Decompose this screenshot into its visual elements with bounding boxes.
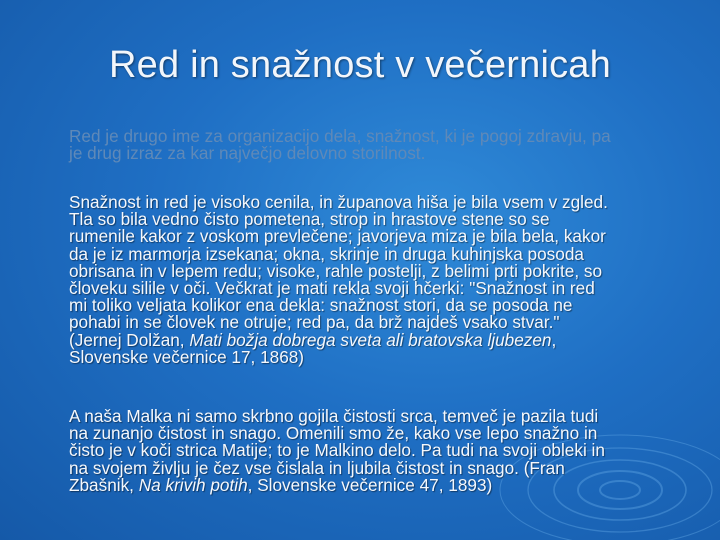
text-run: na svojem življu je čez vse čislala in ljubila čistost in snago. (Fran [69,457,565,478]
text-run: pohabi in se človek ne otruje; red pa, da brž najdeš vsako stvar." [69,312,560,333]
text-run: Tla so bila vedno čisto pometena, strop in hrastove stene so se [69,209,550,230]
text-run: človeku silile v oči. Večkrat je mati rekla svoji hčerki: "Snažnost in red [69,278,595,299]
slide-title: Red in snažnost v večernicah [109,44,611,86]
work-title: Na krivih potih [138,474,248,495]
text-run: čisto je v koči strica Matije; to je Malkino delo. Pa tudi na svoji obleki in [69,440,605,461]
text-run: rumenile kakor z voskom prevlečene; javorjeva miza je bila bela, kakor [69,226,606,247]
text-run: Snažnost in red je visoko cenila, in županova hiša je bila vsem v zgled. [69,192,608,212]
text-run: mi toliko veljata kolikor ena dekla: snažnost stori, da se posoda ne [69,295,573,316]
text-run: Zbašnik, [69,474,139,495]
text-run: da je iz marmorja izsekana; okna, skrinje in druga kuhinjska posoda [69,243,584,264]
quote-paragraph-zbasnik [69,408,709,494]
text-run: , Slovenske večernice 47, 1893) [247,474,493,495]
text-run: , [551,329,557,350]
text-run: Slovenske večernice 17, 1868) [69,346,305,367]
text-run: A naša Malka ni samo skrbno gojila čistosti srca, temveč je pazila tudi [69,406,599,426]
quote-paragraph-dolzan [69,194,709,366]
intro-paragraph [69,128,709,162]
text-run: Red je drugo ime za organizacijo dela, snažnost, ki je pogoj zdravju, pa [69,126,611,146]
text-run: (Jernej Dolžan, [69,329,190,350]
work-title: Mati božja dobrega sveta ali bratovska ljubezen [189,329,552,350]
text-run: je drug izraz za kar največjo delovno storilnost. [69,143,426,164]
text-line [69,145,709,162]
text-line [69,474,709,495]
text-line [69,346,709,367]
text-run: na zunanjo čistost in snago. Omenili smo že, kako vse lepo snažno in [69,423,598,444]
text-run: obrisana in v lepem redu; visoke, rahle postelji, z belimi prti pokrite, so [69,260,603,281]
